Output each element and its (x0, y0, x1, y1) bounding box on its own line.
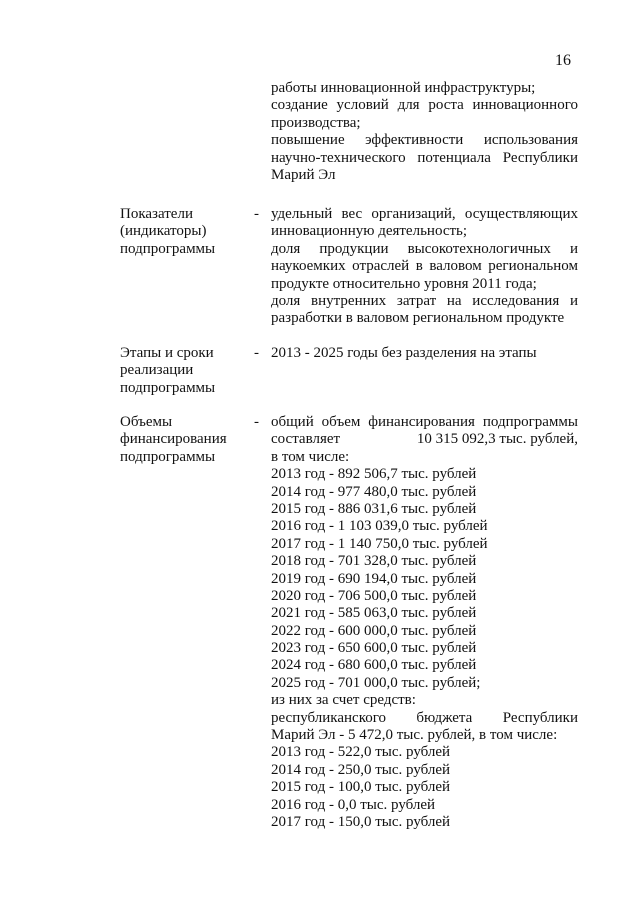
section-label (120, 414, 248, 466)
year-line: 2017 год - 150,0 тыс. рублей (271, 813, 451, 830)
intro-block (271, 80, 578, 184)
intro-line: производства; (271, 114, 361, 131)
total-amount: 10 315 092,3 тыс. рублей, (416, 431, 578, 448)
value-line: общий объем финансирования подпрограммы (271, 414, 578, 430)
label-line: подпрограммы (120, 240, 216, 257)
label-line: подпрограммы (120, 448, 216, 465)
intro-line: создание условий для роста инновационного (271, 97, 578, 114)
year-line: 2013 год - 892 506,7 тыс. рублей (271, 466, 477, 483)
year-line: 2020 год - 706 500,0 тыс. рублей (271, 587, 477, 604)
page-number: 16 (555, 52, 571, 69)
value-line: продукте относительно уровня 2011 года; (271, 275, 537, 292)
value-line (271, 431, 578, 448)
value-line: 2013 - 2025 годы без разделения на этапы (271, 345, 537, 361)
section-label (120, 345, 248, 397)
year-line: 2013 год - 522,0 тыс. рублей (271, 744, 451, 761)
year-line: 2014 год - 977 480,0 тыс. рублей (271, 483, 477, 500)
label-line: (индикаторы) (120, 223, 207, 240)
section-value (271, 414, 578, 831)
value-line: республиканского бюджета Республики (271, 709, 578, 726)
year-line: 2014 год - 250,0 тыс. рублей (271, 761, 451, 778)
value-line: Марий Эл - 5 472,0 тыс. рублей, в том числе: (271, 727, 558, 744)
value-line: доля внутренних затрат на исследования и (271, 292, 578, 309)
value-line: удельный вес организаций, осуществляющих (271, 206, 578, 222)
intro-line: научно-технического потенциала Республики (271, 149, 578, 166)
intro-line: Марий Эл (271, 166, 336, 183)
label-line: финансирования (120, 431, 227, 448)
value-line: из них за счет средств: (271, 692, 416, 709)
section-value (271, 206, 578, 328)
year-line: 2021 год - 585 063,0 тыс. рублей (271, 605, 477, 622)
total-label: составляет (271, 431, 341, 448)
value-line: инновационную деятельность; (271, 223, 468, 240)
value-line: наукоемких отраслей в валовом региональном (271, 258, 578, 275)
year-line: 2023 год - 650 600,0 тыс. рублей (271, 640, 477, 657)
year-line: 2015 год - 886 031,6 тыс. рублей (271, 500, 477, 517)
label-line: Этапы и сроки (120, 345, 214, 361)
intro-line: работы инновационной инфраструктуры; (271, 80, 536, 96)
section-label (120, 206, 248, 258)
value-line: доля продукции высокотехнологичных и (271, 240, 578, 257)
label-line: подпрограммы (120, 379, 216, 396)
year-line: 2016 год - 0,0 тыс. рублей (271, 796, 436, 813)
year-line: 2025 год - 701 000,0 тыс. рублей; (271, 674, 481, 691)
value-line: в том числе: (271, 448, 350, 465)
year-line: 2018 год - 701 328,0 тыс. рублей (271, 553, 477, 570)
section-dash: - (254, 345, 259, 361)
label-line: реализации (120, 362, 194, 379)
year-line: 2019 год - 690 194,0 тыс. рублей (271, 570, 477, 587)
value-line: разработки в валовом региональном продукте (271, 310, 565, 327)
year-line: 2016 год - 1 103 039,0 тыс. рублей (271, 518, 488, 535)
year-line: 2017 год - 1 140 750,0 тыс. рублей (271, 535, 488, 552)
year-line: 2024 год - 680 600,0 тыс. рублей (271, 657, 477, 674)
section-dash: - (254, 206, 259, 222)
label-line: Показатели (120, 206, 193, 222)
year-line: 2022 год - 600 000,0 тыс. рублей (271, 622, 477, 639)
label-line: Объемы (120, 414, 173, 430)
section-dash: - (254, 414, 259, 430)
intro-line: повышение эффективности использования (271, 132, 578, 149)
year-line: 2015 год - 100,0 тыс. рублей (271, 779, 451, 796)
section-value (271, 345, 578, 362)
